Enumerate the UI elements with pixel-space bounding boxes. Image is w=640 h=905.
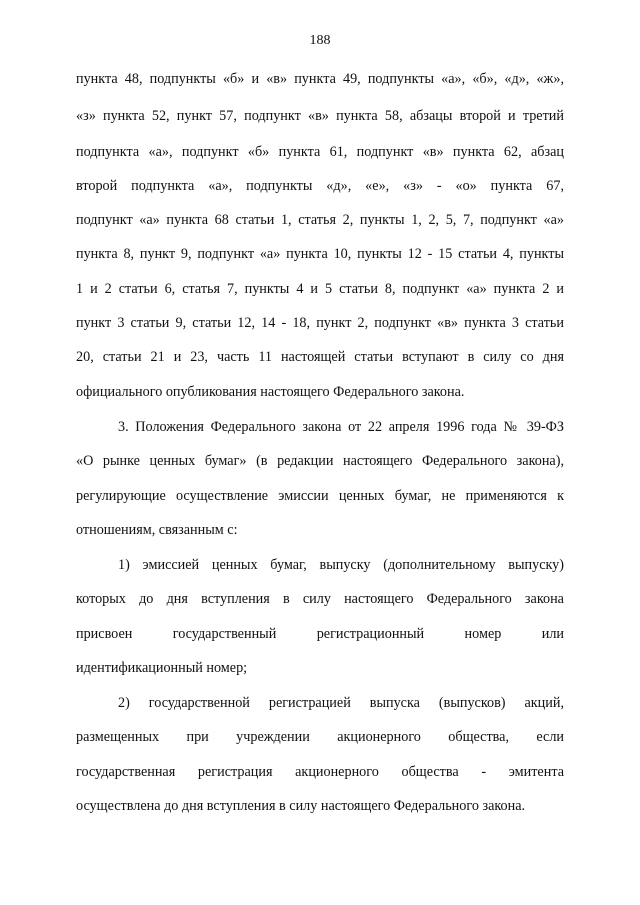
paragraph-text-line: подпункта «а», подпункт «б» пункта 61, подпункт «в» пункта 62, абзац — [76, 144, 564, 160]
paragraph-text-line: осуществлена до дня вступления в силу настоящего Федерального закона. — [76, 798, 526, 814]
paragraph-text-line: второй подпункта «а», подпункты «д», «е», «з» - «о» пункта 67, — [76, 178, 564, 194]
paragraph-text-line: которых до дня вступления в силу настоящего Федерального закона — [76, 591, 564, 607]
paragraph-text-line: идентификационный номер; — [76, 660, 248, 676]
paragraph-text-line: 1 и 2 статьи 6, статья 7, пункты 4 и 5 статьи 8, подпункт «а» пункта 2 и — [76, 281, 564, 297]
paragraph-text-line: «О рынке ценных бумаг» (в редакции настоящего Федерального закона), — [76, 453, 564, 469]
paragraph-text-line: пункт 3 статьи 9, статьи 12, 14 - 18, пункт 2, подпункт «в» пункта 3 статьи — [76, 315, 564, 331]
paragraph-text-line: подпункт «а» пункта 68 статьи 1, статья 2, пункты 1, 2, 5, 7, подпункт «а» — [76, 212, 564, 228]
paragraph-text-line: присвоен государственный регистрационный номер или — [76, 626, 564, 642]
paragraph-text-line: 2) государственной регистрацией выпуска (выпусков) акций, — [118, 695, 564, 711]
paragraph-text-line: регулирующие осуществление эмиссии ценных бумаг, не применяются к — [76, 488, 564, 504]
paragraph-text-line: государственная регистрация акционерного общества - эмитента — [76, 764, 564, 780]
paragraph-text-line: «з» пункта 52, пункт 57, подпункт «в» пункта 58, абзацы второй и третий — [76, 108, 564, 124]
paragraph-text-line: отношениям, связанным с: — [76, 522, 238, 538]
paragraph-text-line: 20, статьи 21 и 23, часть 11 настоящей статьи вступают в силу со дня — [76, 349, 564, 365]
paragraph-text-line: 3. Положения Федерального закона от 22 апреля 1996 года № 39-ФЗ — [118, 419, 564, 435]
paragraph-text-line: официального опубликования настоящего Федерального закона. — [76, 384, 465, 400]
paragraph-text-line: размещенных при учреждении акционерного общества, если — [76, 729, 564, 745]
paragraph-text-line: пункта 48, подпункты «б» и «в» пункта 49, подпункты «а», «б», «д», «ж», — [76, 71, 564, 87]
paragraph-text-line: пункта 8, пункт 9, подпункт «а» пункта 10, пункты 12 - 15 статьи 4, пункты — [76, 246, 564, 262]
page-number: 188 — [309, 33, 331, 48]
paragraph-text-line: 1) эмиссией ценных бумаг, выпуску (дополнительному выпуску) — [118, 557, 564, 573]
